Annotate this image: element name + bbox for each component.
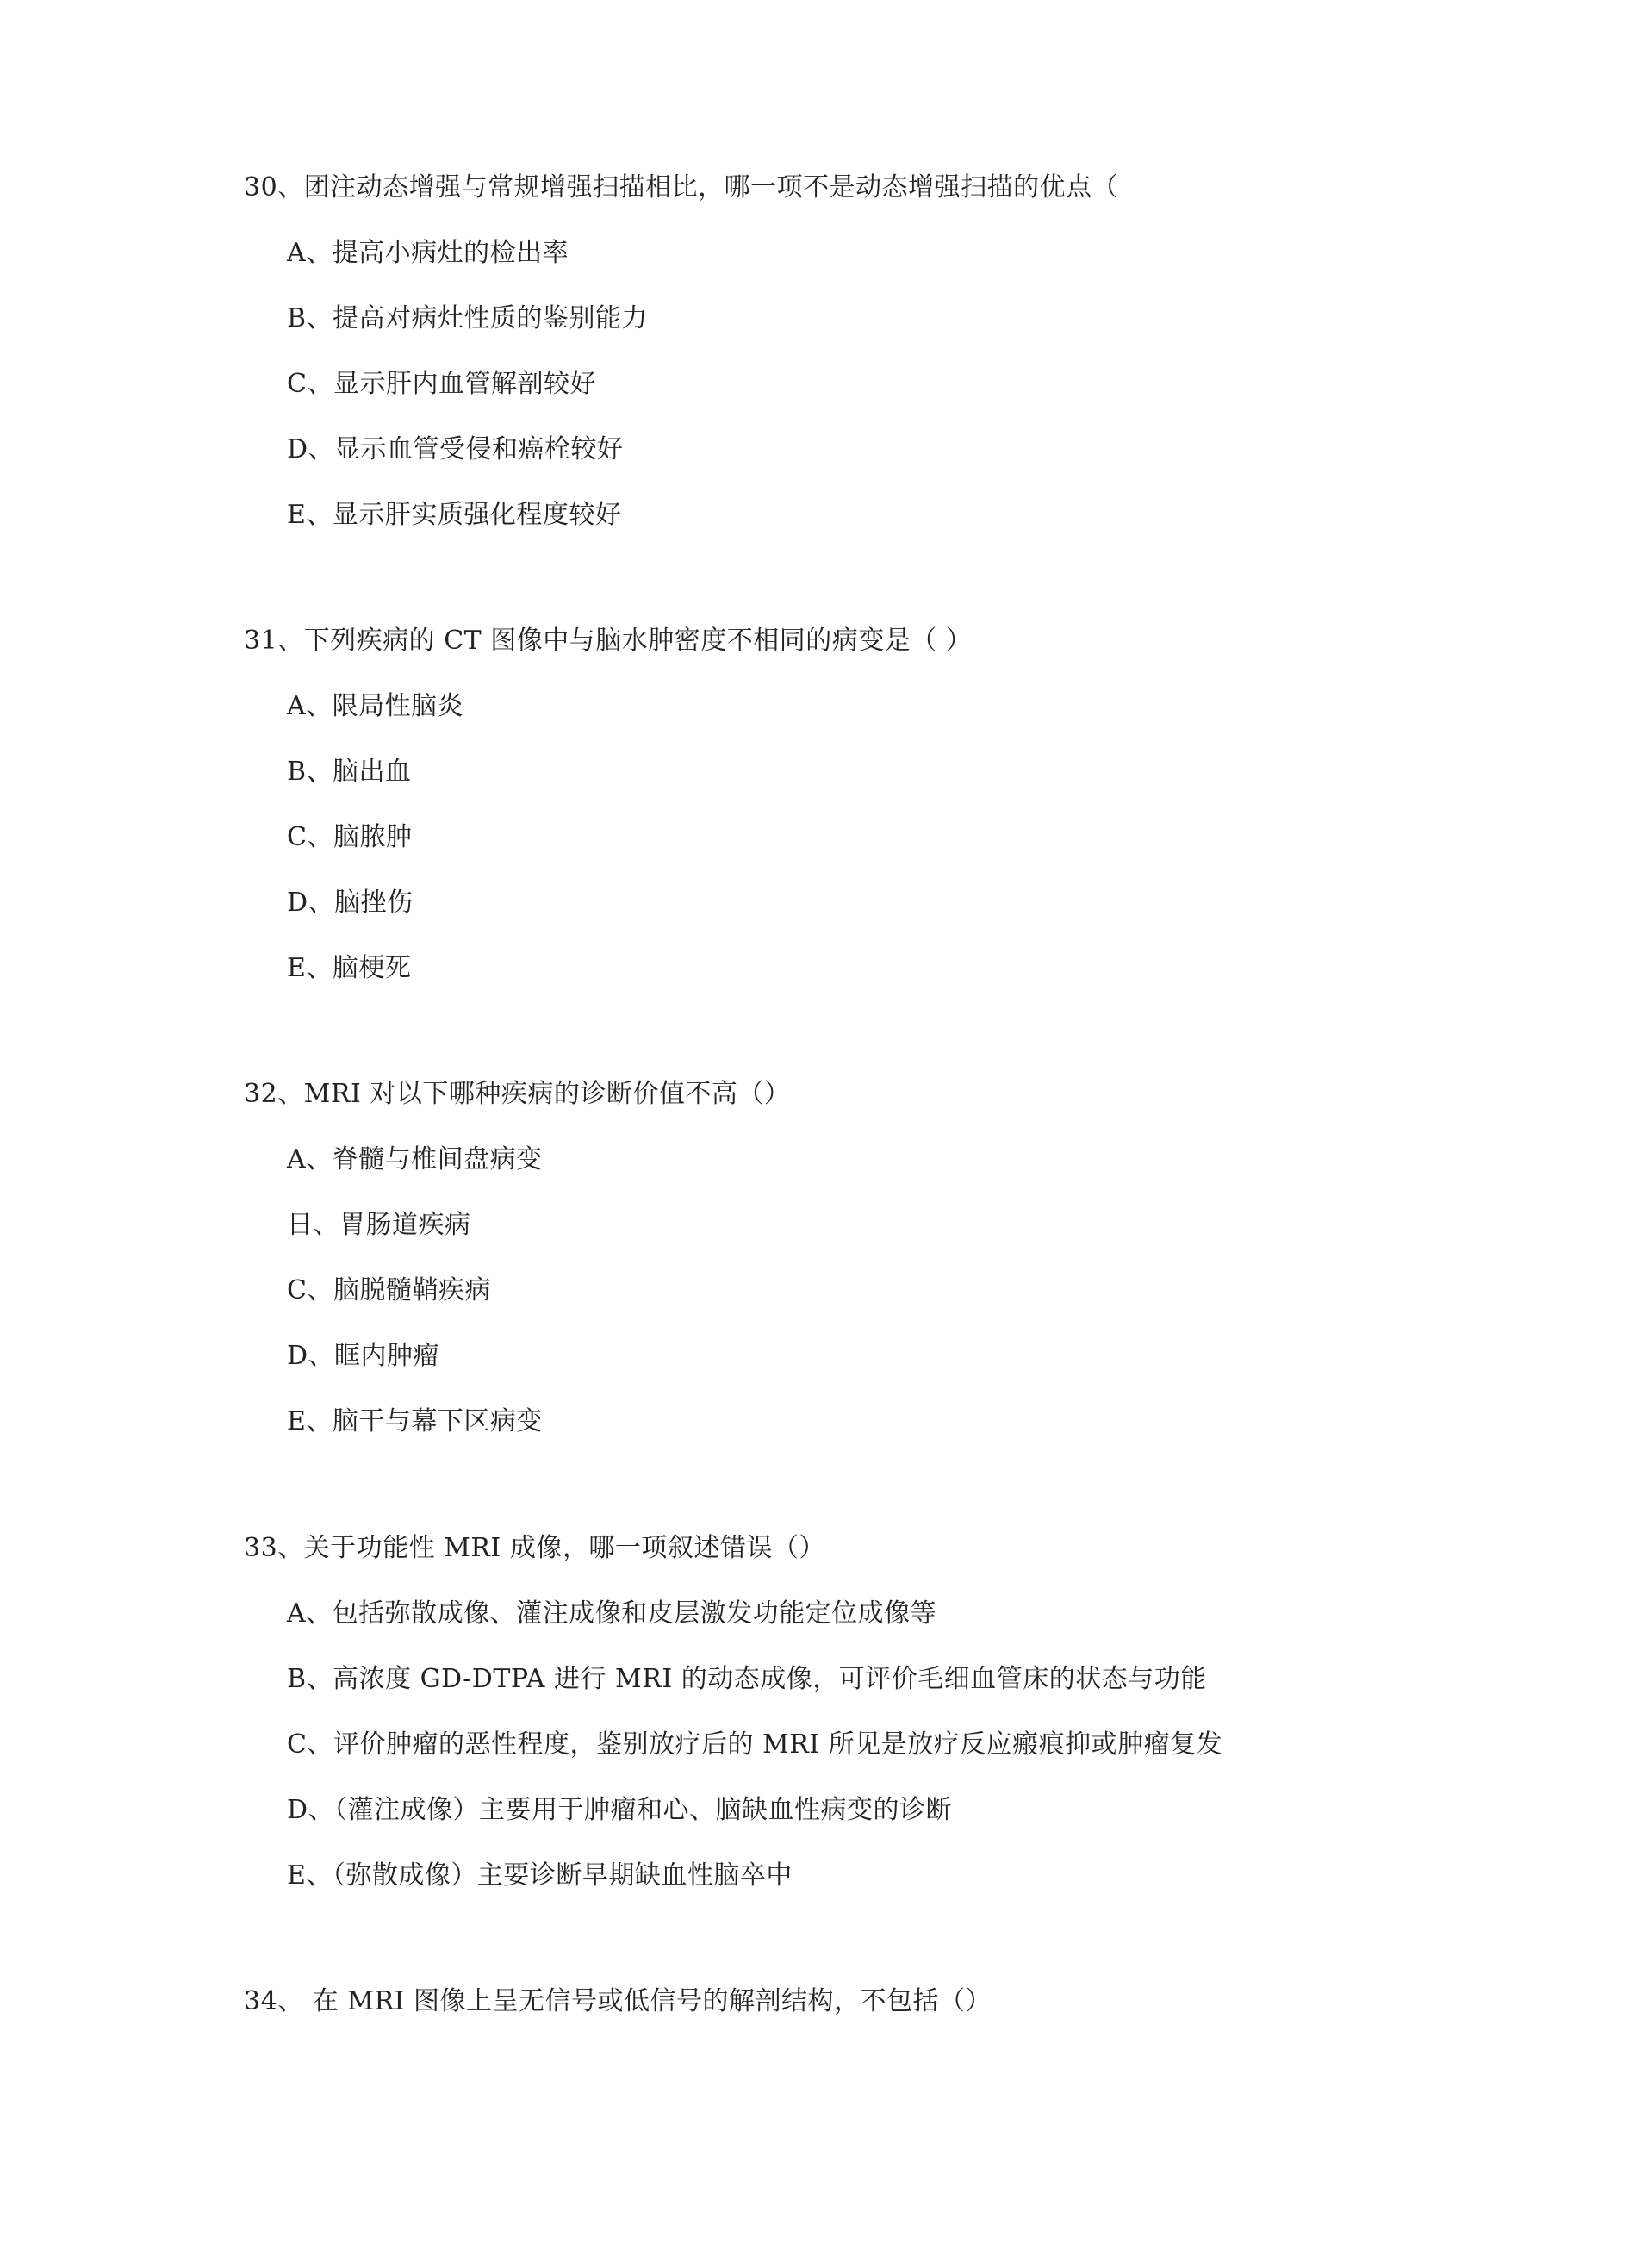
option-list [244,1595,1553,1895]
option-e: E、脑梗死 [287,953,412,983]
option-b: B、提高对病灶性质的鉴别能力 [287,303,649,333]
option-e: E、（弥散成像）主要诊断早期缺血性脑卒中 [287,1860,793,1891]
option-d: D、眶内肿瘤 [287,1341,440,1371]
option-c: C、脑脓肿 [287,822,413,852]
option-c: C、脑脱髓鞘疾病 [287,1275,491,1305]
option-d: D、显示血管受侵和癌栓较好 [287,434,624,464]
option-d: D、脑挫伤 [287,888,414,918]
option-a: A、限局性脑炎 [287,691,464,721]
question-stem: 32、MRI 对以下哪种疾病的诊断价值不高（） [244,1079,791,1109]
option-list [244,234,1553,534]
option-b: B、高浓度 GD-DTPA 进行 MRI 的动态成像，可评价毛细血管床的状态与功能 [287,1664,1207,1694]
option-a: A、提高小病灶的检出率 [287,238,569,268]
question-34 [244,1983,1553,2021]
option-c: C、显示肝内血管解剖较好 [287,369,596,399]
question-33 [244,1530,1553,1895]
question-stem: 30、团注动态增强与常规增强扫描相比，哪一项不是动态增强扫描的优点（ [244,172,1119,202]
question-32 [244,1075,1553,1441]
option-d: D、（灌注成像）主要用于肿瘤和心、脑缺血性病变的诊断 [287,1795,953,1825]
option-list [244,1141,1553,1441]
option-b: B、脑出血 [287,757,412,787]
option-e: E、显示肝实质强化程度较好 [287,500,622,530]
question-stem: 33、关于功能性 MRI 成像，哪一项叙述错误（） [244,1533,825,1563]
option-b: 日、胃肠道疾病 [287,1210,471,1240]
question-stem: 31、下列疾病的 CT 图像中与脑水肿密度不相同的病变是（ ） [244,626,973,656]
question-stem: 34、 在 MRI 图像上呈无信号或低信号的解剖结构，不包括（） [244,1986,992,2016]
question-30 [244,169,1553,534]
option-c: C、评价肿瘤的恶性程度，鉴别放疗后的 MRI 所见是放疗反应瘢痕抑或肿瘤复发 [287,1729,1223,1760]
option-list [244,688,1553,988]
option-e: E、脑干与幕下区病变 [287,1406,543,1436]
option-a: A、包括弥散成像、灌注成像和皮层激发功能定位成像等 [287,1598,937,1629]
option-a: A、脊髓与椎间盘病变 [287,1144,543,1174]
question-31 [244,622,1553,988]
